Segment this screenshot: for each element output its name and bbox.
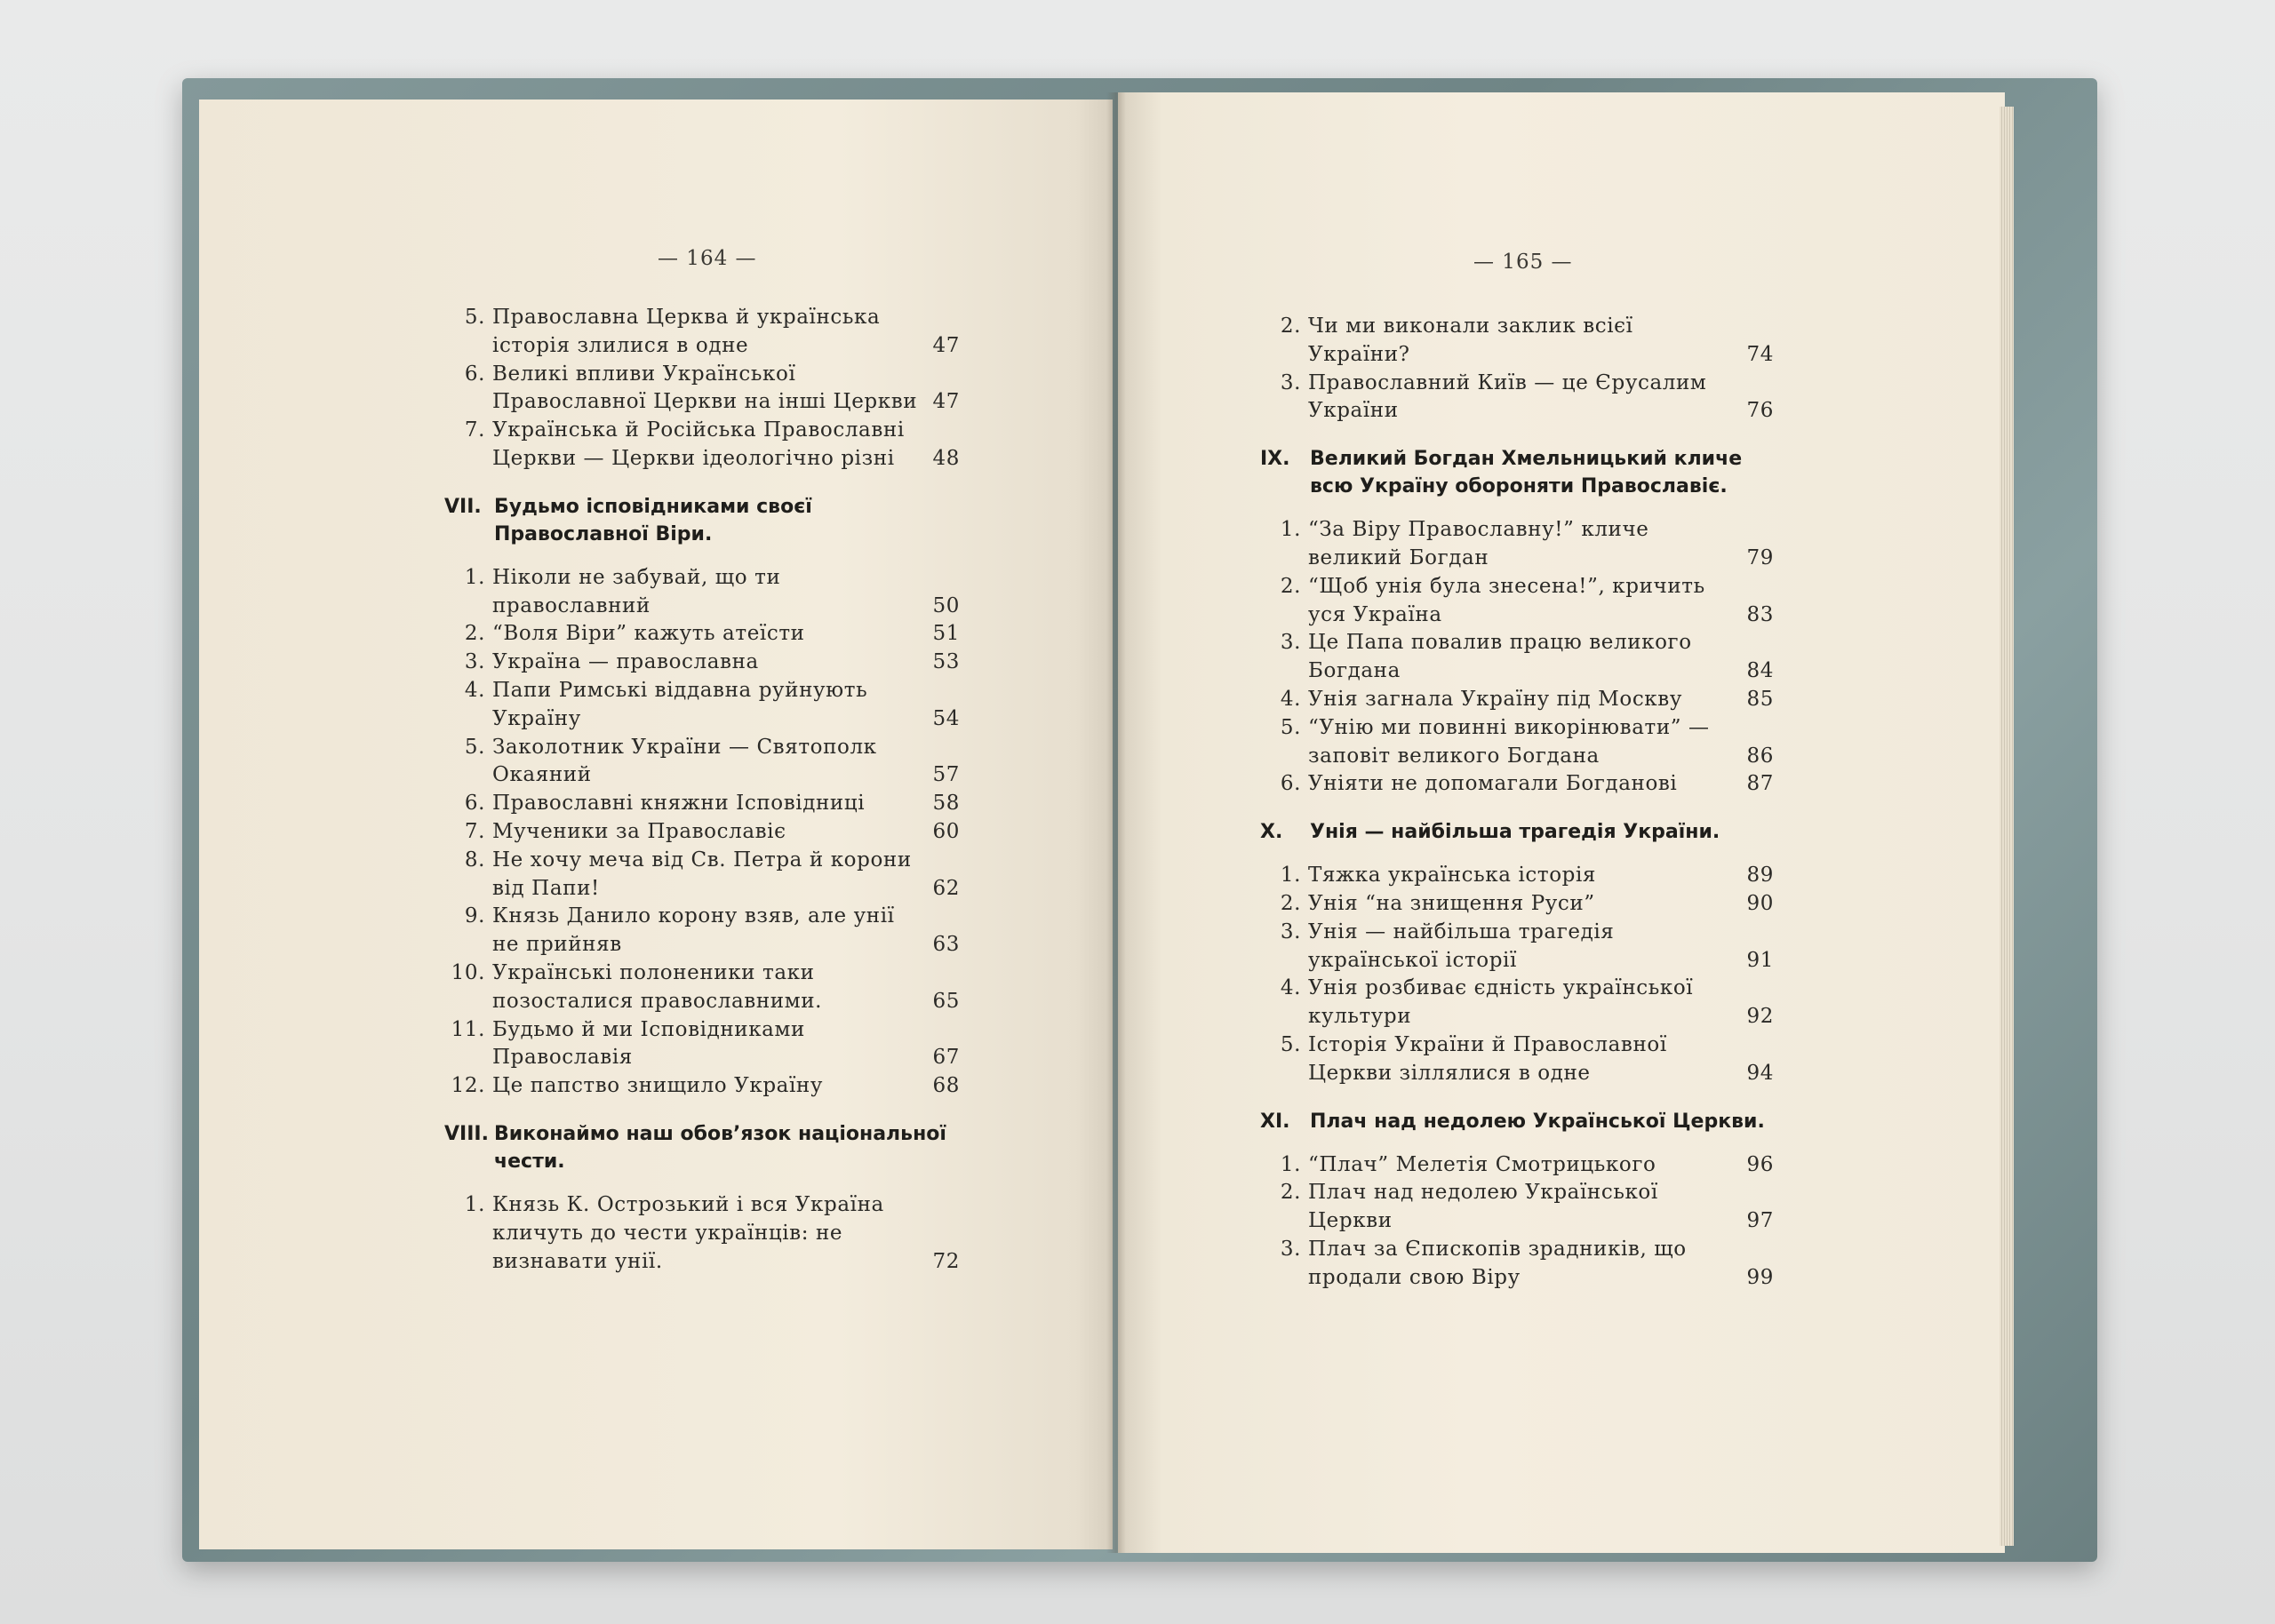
- toc-entry: [444, 790, 960, 818]
- toc-entry-page: 85: [1746, 687, 1774, 711]
- toc-block: [1260, 862, 1774, 1087]
- toc-entry-page: 84: [1746, 659, 1774, 683]
- toc-entry-title: Великі впливи Української Православної Церкви на інші Церкви: [492, 362, 918, 414]
- toc-entry-page: 67: [932, 1046, 960, 1070]
- toc-entry-title: “Воля Віри” кажуть атеїсти: [492, 622, 805, 646]
- toc-entry-title: “Унію ми повинні викорінювати” — заповіт великого Богдана: [1308, 715, 1710, 768]
- toc-entry-number: 3.: [1280, 919, 1301, 943]
- section-title: Унія — найбільша трагедія України.: [1310, 821, 1720, 844]
- toc-entry: [444, 1191, 960, 1276]
- toc-entry-title: Князь Данило корону взяв, але унії не прийняв: [492, 904, 895, 957]
- toc-entry: [444, 304, 960, 361]
- toc-entry: [444, 620, 960, 649]
- toc-block: [1260, 516, 1774, 799]
- toc-entry: [444, 361, 960, 418]
- section-heading: [1260, 818, 1774, 846]
- toc-entry: [444, 417, 960, 474]
- section-number: VII.: [444, 495, 482, 518]
- toc-entry-title: Уніяти не допомагали Богданові: [1308, 772, 1678, 796]
- toc-entry-page: 74: [1746, 342, 1774, 366]
- toc-entry-page: 76: [1746, 399, 1774, 423]
- toc-entry-number: 7.: [464, 819, 485, 843]
- toc-entry-page: 97: [1746, 1209, 1774, 1233]
- section-title: Плач над недолею Української Церкви.: [1310, 1110, 1765, 1133]
- toc-entry-page: 68: [932, 1074, 960, 1098]
- toc-entry: [1260, 862, 1774, 890]
- toc-entry-page: 91: [1746, 948, 1774, 972]
- toc-entry-number: 9.: [464, 904, 485, 928]
- toc-block: [444, 304, 960, 474]
- toc-entry-title: Мученики за Православіє: [492, 819, 786, 843]
- toc-entry-title: Чи ми виконали заклик всієї України?: [1308, 314, 1633, 366]
- toc-entry-number: 1.: [1280, 1152, 1301, 1176]
- toc-entry-number: 2.: [1280, 574, 1301, 598]
- toc-entry-title: Україна — православна: [492, 650, 759, 674]
- page-number-165: — 165 —: [1473, 251, 1573, 274]
- toc-entry-title: “За Віру Православну!” кличе великий Богдан: [1308, 518, 1649, 569]
- toc-entry-title: Ніколи не забувай, що ти православний: [492, 565, 781, 617]
- toc-entry-number: 5.: [1280, 1032, 1301, 1056]
- toc-entry-number: 3.: [1280, 1237, 1301, 1261]
- toc-entry-number: 4.: [464, 678, 485, 702]
- toc-entry-page: 83: [1746, 602, 1774, 626]
- toc-entry-title: Унія “на знищення Руси”: [1308, 891, 1595, 915]
- page-edges: [2000, 107, 2014, 1546]
- toc-entry-title: Унія загнала Україну під Москву: [1308, 687, 1682, 711]
- toc-entry: [1260, 370, 1774, 426]
- toc-entry-number: 4.: [1280, 976, 1301, 1000]
- toc-entry-page: 53: [932, 650, 960, 674]
- toc-entry: [444, 564, 960, 621]
- section-heading: [444, 1120, 960, 1175]
- toc-entry-title: Тяжка українська історія: [1308, 864, 1597, 888]
- section-heading: [444, 493, 960, 548]
- toc-entry-page: 58: [932, 792, 960, 816]
- toc-entry-page: 48: [932, 446, 960, 470]
- toc-entry-page: 87: [1746, 772, 1774, 796]
- toc-entry-title: Заколотник України — Святополк Окаяний: [492, 735, 877, 787]
- toc-entry: [444, 818, 960, 847]
- toc-entry-title: Це Папа повалив працю великого Богдана: [1308, 631, 1692, 683]
- toc-block: [444, 564, 960, 1101]
- toc-entry: [1260, 1179, 1774, 1236]
- toc-entry: [1260, 714, 1774, 771]
- toc-entry-title: Історія України й Православної Церкви зіллялися в одне: [1308, 1032, 1667, 1085]
- toc-entry-number: 8.: [464, 848, 485, 872]
- toc-entry-number: 1.: [1280, 518, 1301, 542]
- toc-entry-title: Православні княжни Ісповідниці: [492, 792, 866, 816]
- toc-block: [1260, 313, 1774, 426]
- toc-entry: [444, 1016, 960, 1073]
- toc-entry-page: 96: [1746, 1152, 1774, 1176]
- toc-entry-page: 86: [1746, 744, 1774, 768]
- toc-entry: [1260, 770, 1774, 799]
- toc-entry: [1260, 629, 1774, 686]
- toc-entry-page: 60: [932, 819, 960, 843]
- toc-entry: [444, 1072, 960, 1101]
- toc-entry: [1260, 975, 1774, 1031]
- toc-entry-number: 7.: [464, 418, 485, 442]
- toc-entry-number: 3.: [1280, 631, 1301, 655]
- toc-entry: [1260, 890, 1774, 919]
- toc-entry-title: Князь К. Острозький і вся Україна кличуть до чести українців: не визнавати унії.: [492, 1192, 884, 1273]
- toc-entry-page: 90: [1746, 891, 1774, 915]
- section-number: VIII.: [444, 1122, 489, 1145]
- toc-entry-number: 2.: [464, 622, 485, 646]
- toc-entry-number: 12.: [451, 1074, 485, 1098]
- toc-block: [1260, 1151, 1774, 1293]
- toc-entry: [1260, 516, 1774, 573]
- toc-entry: [444, 677, 960, 734]
- toc-entry-page: 72: [932, 1249, 960, 1273]
- toc-entry: [1260, 1236, 1774, 1293]
- toc-entry: [1260, 1151, 1774, 1180]
- toc-entry: [444, 734, 960, 791]
- toc-entry-number: 1.: [464, 1192, 485, 1216]
- toc-entry-number: 3.: [1280, 370, 1301, 394]
- section-title: Великий Богдан Хмельницький кличе всю Україну обороняти Православіє.: [1310, 448, 1743, 498]
- section-title: Будьмо ісповідниками своєї Православної Віри.: [494, 495, 812, 545]
- toc-entry-title: Плач над недолею Української Церкви: [1308, 1181, 1658, 1233]
- book-gutter: [1106, 92, 1126, 1553]
- toc-block: [444, 1191, 960, 1276]
- toc-entry: [1260, 1031, 1774, 1088]
- toc-entry-title: “Плач” Мелетія Смотрицького: [1308, 1152, 1656, 1176]
- toc-entry-number: 5.: [464, 306, 485, 329]
- toc-entry-title: Українські полоненики таки позосталися православними.: [492, 960, 823, 1013]
- toc-entry: [444, 903, 960, 959]
- toc-entry-number: 6.: [464, 792, 485, 816]
- toc-entry-title: Українська й Російська Православні Церкви — Церкви ідеологічно різні: [492, 418, 905, 470]
- toc-entry-page: 50: [932, 593, 960, 617]
- toc-entry-number: 11.: [451, 1017, 485, 1041]
- toc-entry-title: Будьмо й ми Ісповідниками Православія: [492, 1017, 805, 1070]
- toc-entry-number: 2.: [1280, 1181, 1301, 1205]
- toc-entry-number: 10.: [451, 960, 485, 984]
- toc-entry: [444, 959, 960, 1016]
- toc-entry: [1260, 686, 1774, 714]
- toc-entry-title: Це папство знищило Україну: [492, 1074, 823, 1098]
- toc-entry: [1260, 919, 1774, 975]
- toc-entry-title: Православна Церква й українська історія злилися в одне: [492, 306, 881, 357]
- toc-entry-page: 79: [1746, 545, 1774, 569]
- toc-entry: [1260, 573, 1774, 630]
- toc-entry: [444, 649, 960, 677]
- toc-entry-number: 6.: [1280, 772, 1301, 796]
- toc-entry-number: 3.: [464, 650, 485, 674]
- toc-entry-page: 47: [932, 333, 960, 357]
- toc-entry: [1260, 313, 1774, 370]
- section-number: XI.: [1260, 1110, 1290, 1133]
- page-number-164: — 164 —: [658, 247, 757, 270]
- toc-entry-title: Унія — найбільша трагедія української історії: [1308, 919, 1615, 972]
- toc-entry-page: 94: [1746, 1061, 1774, 1085]
- toc-entry-page: 62: [932, 876, 960, 900]
- toc-entry-number: 4.: [1280, 687, 1301, 711]
- toc-entry-number: 2.: [1280, 891, 1301, 915]
- toc-entry-number: 1.: [464, 565, 485, 589]
- toc-entry-title: Плач за Єпископів зрадників, що продали свою Віру: [1308, 1237, 1687, 1289]
- toc-entry-page: 89: [1746, 864, 1774, 888]
- toc-entry-title: Православний Київ — це Єрусалим України: [1308, 370, 1707, 423]
- toc-entry-title: Папи Римські віддавна руйнують Україну: [492, 678, 868, 730]
- section-number: X.: [1260, 821, 1283, 844]
- toc-entry-page: 92: [1746, 1005, 1774, 1029]
- toc-entry-title: “Щоб унія була знесена!”, кричить уся Україна: [1308, 574, 1705, 626]
- section-heading: [1260, 445, 1774, 500]
- toc-entry-title: Унія розбиває єдність української культури: [1308, 976, 1694, 1029]
- toc-entry-page: 99: [1746, 1265, 1774, 1289]
- toc-entry-page: 54: [932, 706, 960, 730]
- toc-entry: [444, 847, 960, 904]
- toc-entry-number: 1.: [1280, 864, 1301, 888]
- toc-entry-number: 5.: [1280, 715, 1301, 739]
- toc-entry-number: 2.: [1280, 314, 1301, 338]
- toc-entry-page: 47: [932, 390, 960, 414]
- toc-entry-title: Не хочу меча від Св. Петра й корони від Папи!: [492, 848, 912, 900]
- toc-entry-page: 63: [932, 933, 960, 957]
- right-toc: [1260, 313, 1774, 1293]
- section-title: Виконаймо наш обов’язок національної чести.: [494, 1122, 946, 1173]
- section-heading: [1260, 1108, 1774, 1135]
- toc-entry-number: 5.: [464, 735, 485, 759]
- toc-entry-page: 65: [932, 989, 960, 1013]
- toc-entry-page: 51: [932, 622, 960, 646]
- toc-entry-page: 57: [932, 763, 960, 787]
- section-number: IX.: [1260, 448, 1290, 471]
- left-toc: [444, 304, 960, 1276]
- toc-entry-number: 6.: [464, 362, 485, 386]
